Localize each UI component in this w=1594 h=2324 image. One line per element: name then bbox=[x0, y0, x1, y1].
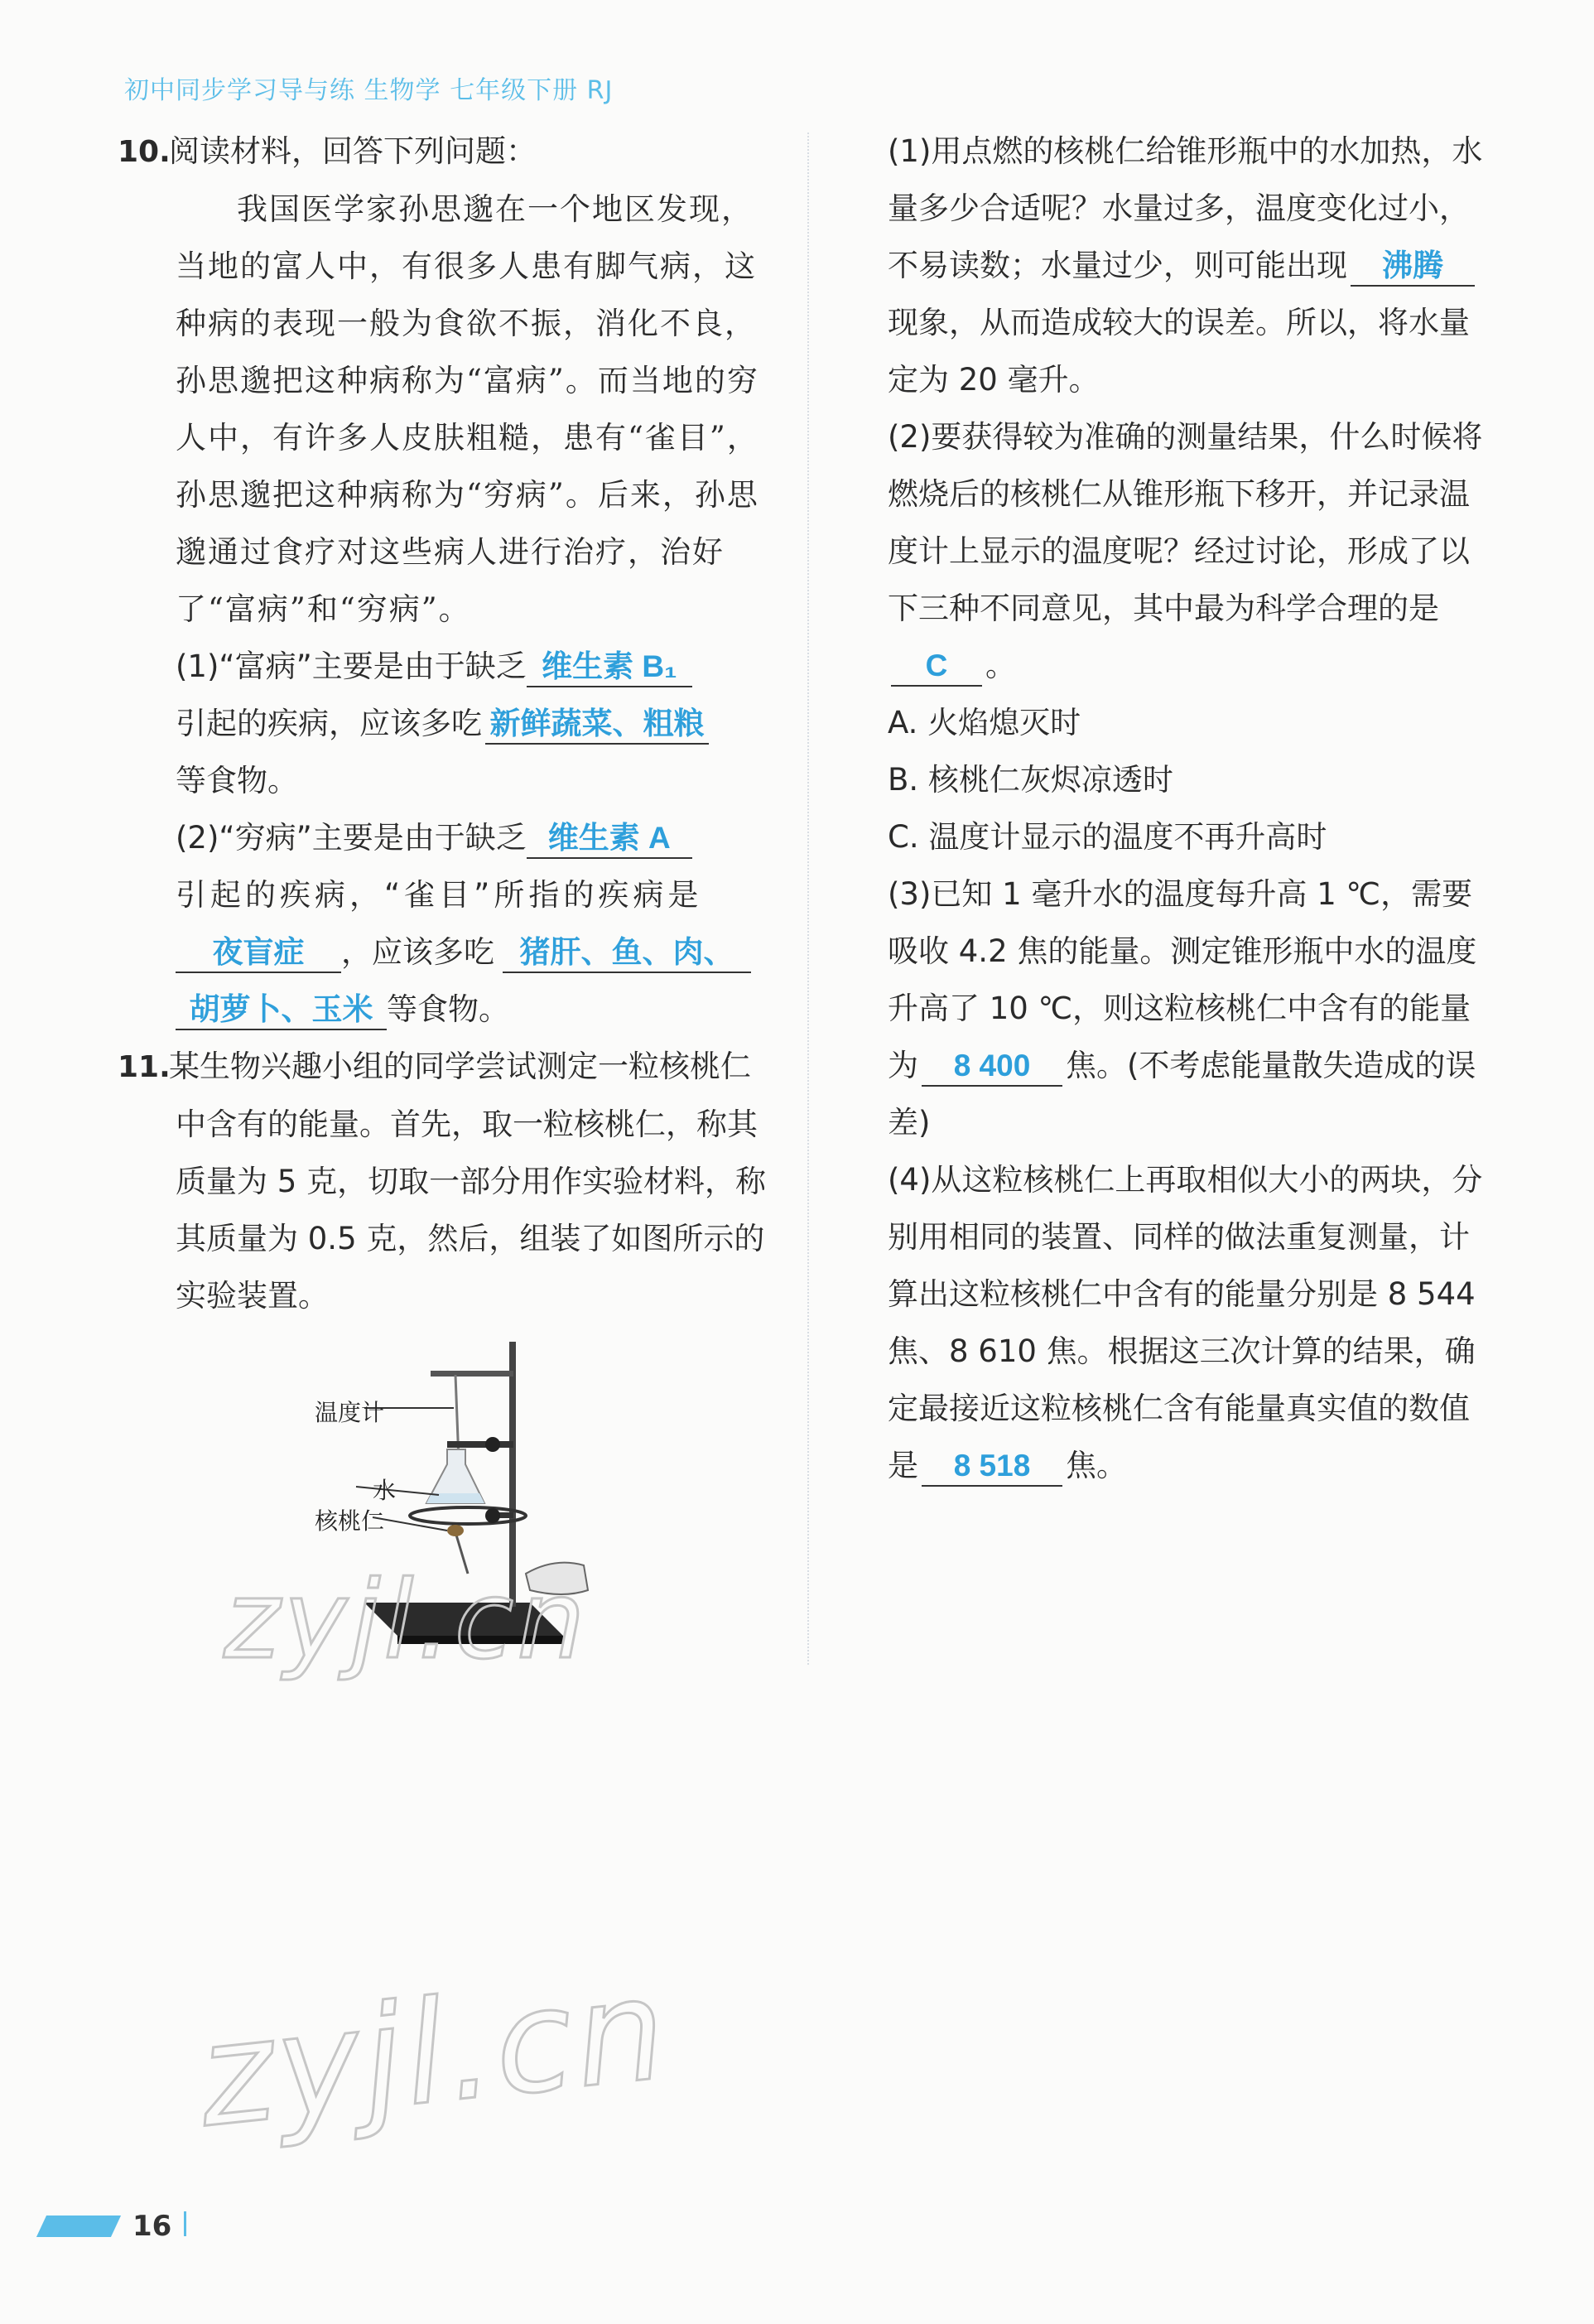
q10-p1-text-b: 引起的疾病，应该多吃 bbox=[176, 706, 482, 741]
label-water: 水 bbox=[373, 1477, 397, 1504]
q10-p1-answer1: 维生素 B₁ bbox=[527, 648, 692, 687]
running-header: 初中同步学习导与练 生物学 七年级下册 RJ bbox=[124, 76, 614, 105]
page-number-tick bbox=[184, 2211, 186, 2236]
q10-part1 bbox=[124, 638, 778, 809]
page-number: 16 bbox=[132, 2210, 172, 2243]
column-divider bbox=[807, 133, 809, 1665]
q10-p2-answer4: 胡萝卜、玉米 bbox=[176, 991, 387, 1030]
q11-stem-text: 某生物兴趣小组的同学尝试测定一粒核桃仁中含有的能量。首先，取一粒核桃仁，称其质量为 5 克，切取一部分用作实验材料，称其质量为 0.5 克，然后，组装了如图所示的实验装置。 bbox=[169, 1049, 767, 1314]
q11-p1-text-b: 现象，从而造成较大的误差。所以，将水量定为 20 毫升。 bbox=[888, 305, 1470, 398]
q10-number: 10. bbox=[118, 135, 171, 169]
q10-p2-answer3: 猪肝、鱼、肉、 bbox=[503, 933, 751, 973]
page-accent-bar bbox=[36, 2216, 121, 2237]
q11-p1-answer: 沸腾 bbox=[1351, 247, 1475, 287]
q10-material: 我国医学家孙思邈在一个地区发现，当地的富人中，有很多人患有脚气病，这种病的表现一般为食欲不振，消化不良，孙思邈把这种病称为“富病”。而当地的穷人中，有许多人皮肤粗糙，患有“雀目”，孙思邈把这种病称为“穷病”。后来，孙思邈通过食疗对这些病人进行治疗，治好了“富病”和“穷病”。 bbox=[176, 191, 759, 627]
label-walnut: 核桃仁 bbox=[315, 1507, 385, 1535]
q11-part4 bbox=[888, 1151, 1490, 1494]
watermark-logo: zyjl.cn bbox=[224, 1557, 589, 1683]
q10-p1-text-c: 等食物。 bbox=[176, 763, 298, 798]
q11-number: 11. bbox=[118, 1050, 171, 1084]
q11-p4-text-b: 焦。 bbox=[1066, 1448, 1127, 1483]
watermark-logo-large: zyjl.cn bbox=[191, 1946, 677, 2160]
left-column bbox=[118, 123, 778, 1324]
q10-p1-text-a: (1)“富病”主要是由于缺乏 bbox=[176, 649, 527, 684]
q11-p2-text-b: 。 bbox=[985, 648, 1016, 683]
right-column bbox=[888, 123, 1490, 1494]
q11-p3-text-a: (3)已知 1 毫升水的温度每升高 1 ℃，需要吸收 4.2 焦的能量。测定锥形瓶中水的温度升高了 10 ℃，则这粒核桃仁中含有的能量为 bbox=[888, 876, 1477, 1083]
q11-p2-answer: C bbox=[891, 647, 982, 687]
q11-part3 bbox=[888, 865, 1490, 1151]
q10-p2-text-a: (2)“穷病”主要是由于缺乏 bbox=[176, 820, 527, 856]
q10-prompt bbox=[118, 123, 778, 181]
q11-p4-text-a: (4)从这粒核桃仁上再取相似大小的两块，分别用相同的装置、同样的做法重复测量，计算出这粒核桃仁中含有的能量分别是 8 544 焦、8 610 焦。根据这三次计算的结果，确定最接近这粒核桃仁含有能量真实值的数值是 bbox=[888, 1162, 1483, 1483]
q10-p2-answer1: 维生素 A bbox=[527, 819, 692, 859]
q11-p3-answer: 8 400 bbox=[922, 1047, 1062, 1087]
q10-p2-text-c: ，应该多吃 bbox=[341, 934, 494, 970]
q11-option-a: A. 火焰熄灭时 bbox=[888, 705, 1081, 740]
q11-option-c: C. 温度计显示的温度不再升高时 bbox=[888, 819, 1327, 855]
q11-p3-text-b: 焦。(不考虑能量散失造成的误差) bbox=[888, 1048, 1476, 1140]
q11-p1-text-a: (1)用点燃的核桃仁给锥形瓶中的水加热，水量多少合适呢？水量过多，温度变化过小，不易读数；水量过少，则可能出现 bbox=[888, 133, 1483, 283]
q10-prompt-text: 阅读材料，回答下列问题： bbox=[169, 133, 537, 169]
q10-p1-answer2: 新鲜蔬菜、粗粮 bbox=[485, 705, 709, 745]
q10-p2-text-d: 等食物。 bbox=[387, 991, 509, 1027]
q10-p2-text-b: 引起的疾病，“雀目”所指的疾病是 bbox=[176, 877, 703, 913]
q10-p2-answer2: 夜盲症 bbox=[176, 933, 341, 973]
q11-p4-answer: 8 518 bbox=[922, 1447, 1062, 1487]
q11-stem bbox=[118, 1038, 778, 1324]
q11-p2-text-a: (2)要获得较为准确的测量结果，什么时候将燃烧后的核桃仁从锥形瓶下移开，并记录温度计上显示的温度呢？经过讨论，形成了以下三种不同意见，其中最为科学合理的是 bbox=[888, 419, 1483, 626]
label-thermometer: 温度计 bbox=[315, 1399, 385, 1426]
q11-part1 bbox=[888, 123, 1490, 408]
q11-part2 bbox=[888, 408, 1490, 694]
q10-part2 bbox=[124, 809, 778, 1038]
q11-option-b: B. 核桃仁灰烬凉透时 bbox=[888, 762, 1173, 798]
